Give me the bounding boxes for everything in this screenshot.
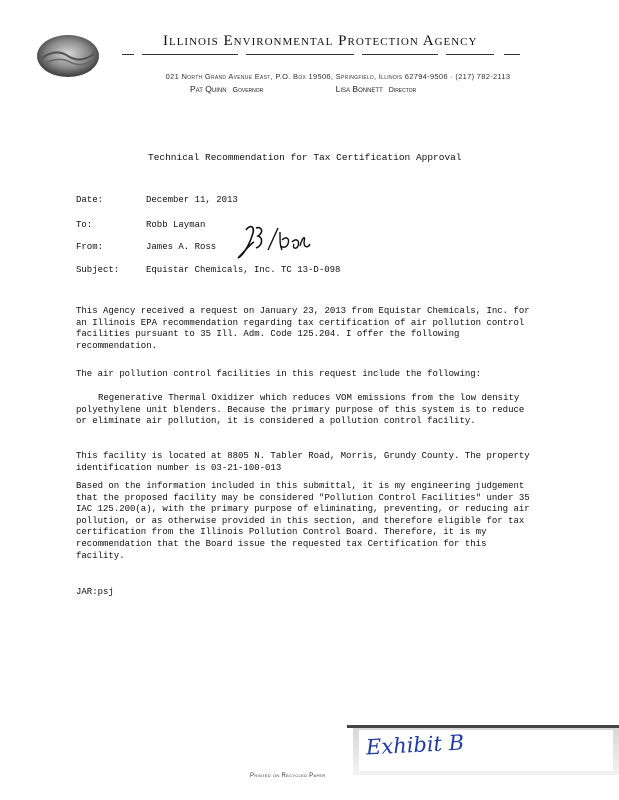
agency-address: 021 North Grand Avenue East, P.O. Box 19506, Springfield, Illinois 62794-9506 · (217) 782-2113 xyxy=(165,72,511,81)
body-paragraph: Based on the information included in this submittal, it is my engineering judgement that the proposed facility may be considered "Pollution Control Facilities" under 35 IAC 125.200(a), with the primary purpose of eliminating, preventing, or reducing air pollution, or as otherwise provided in this section, and therefore eligible for tax certification from the Illinois Pollution Control Board. Therefore, it is my recommendation that the Board issue the requested tax Certification for this facility. xyxy=(76,481,536,561)
body-paragraph: Regenerative Thermal Oxidizer which reduces VOM emissions from the low density polyethylene unit blenders. Because the primary purpose of this system is to reduce or eliminate air pollution, it is considered a pollution control facility. xyxy=(76,393,530,427)
memo-value: James A. Ross xyxy=(146,242,217,252)
document-title: Technical Recommendation for Tax Certification Approval xyxy=(148,152,462,163)
header-rule xyxy=(246,54,354,55)
handwritten-signature xyxy=(232,222,314,264)
header-rule xyxy=(362,54,438,55)
memo-value: Equistar Chemicals, Inc. TC 13-D-098 xyxy=(146,265,341,275)
governor-title: Governor xyxy=(232,87,264,94)
memo-from-row xyxy=(76,242,216,252)
header-rule xyxy=(142,54,238,55)
memo-label: From: xyxy=(76,242,104,252)
memo-to-row xyxy=(76,220,205,230)
agency-logo xyxy=(36,34,100,78)
header-rule xyxy=(122,54,134,55)
body-paragraph: The air pollution control facilities in this request include the following: xyxy=(76,369,482,379)
director-name: Lisa Bonnett xyxy=(335,84,383,94)
memo-label: Subject: xyxy=(76,265,120,275)
governor-name: Pat Quinn xyxy=(190,84,227,94)
memo-value: December 11, 2013 xyxy=(146,195,238,205)
memo-label: To: xyxy=(76,220,93,230)
memo-date-row xyxy=(76,195,238,205)
body-paragraph: This facility is located at 8805 N. Tabler Road, Morris, Grundy County. The property identification number is 03-21-100-013 xyxy=(76,451,536,473)
director-title: Director xyxy=(388,87,417,94)
exhibit-label: Exhibit B xyxy=(365,730,465,760)
recycled-paper-footer: Printed on Recycled Paper xyxy=(250,773,326,779)
memo-label: Date: xyxy=(76,195,104,205)
agency-name: Illinois Environmental Protection Agency xyxy=(163,33,478,49)
memo-subject-row xyxy=(76,265,340,275)
header-rule xyxy=(504,54,520,55)
header-rule xyxy=(446,54,494,55)
memo-value: Robb Layman xyxy=(146,220,206,230)
typist-initials: JAR:psj xyxy=(76,587,114,597)
body-paragraph: This Agency received a request on January 23, 2013 from Equistar Chemicals, Inc. for an Illinois EPA recommendation regarding tax certification of air pollution control facilities pursuant to 35 Ill. Adm. Code 125.204. I offer the following recommendation. xyxy=(76,306,536,351)
officials-line xyxy=(190,84,422,94)
